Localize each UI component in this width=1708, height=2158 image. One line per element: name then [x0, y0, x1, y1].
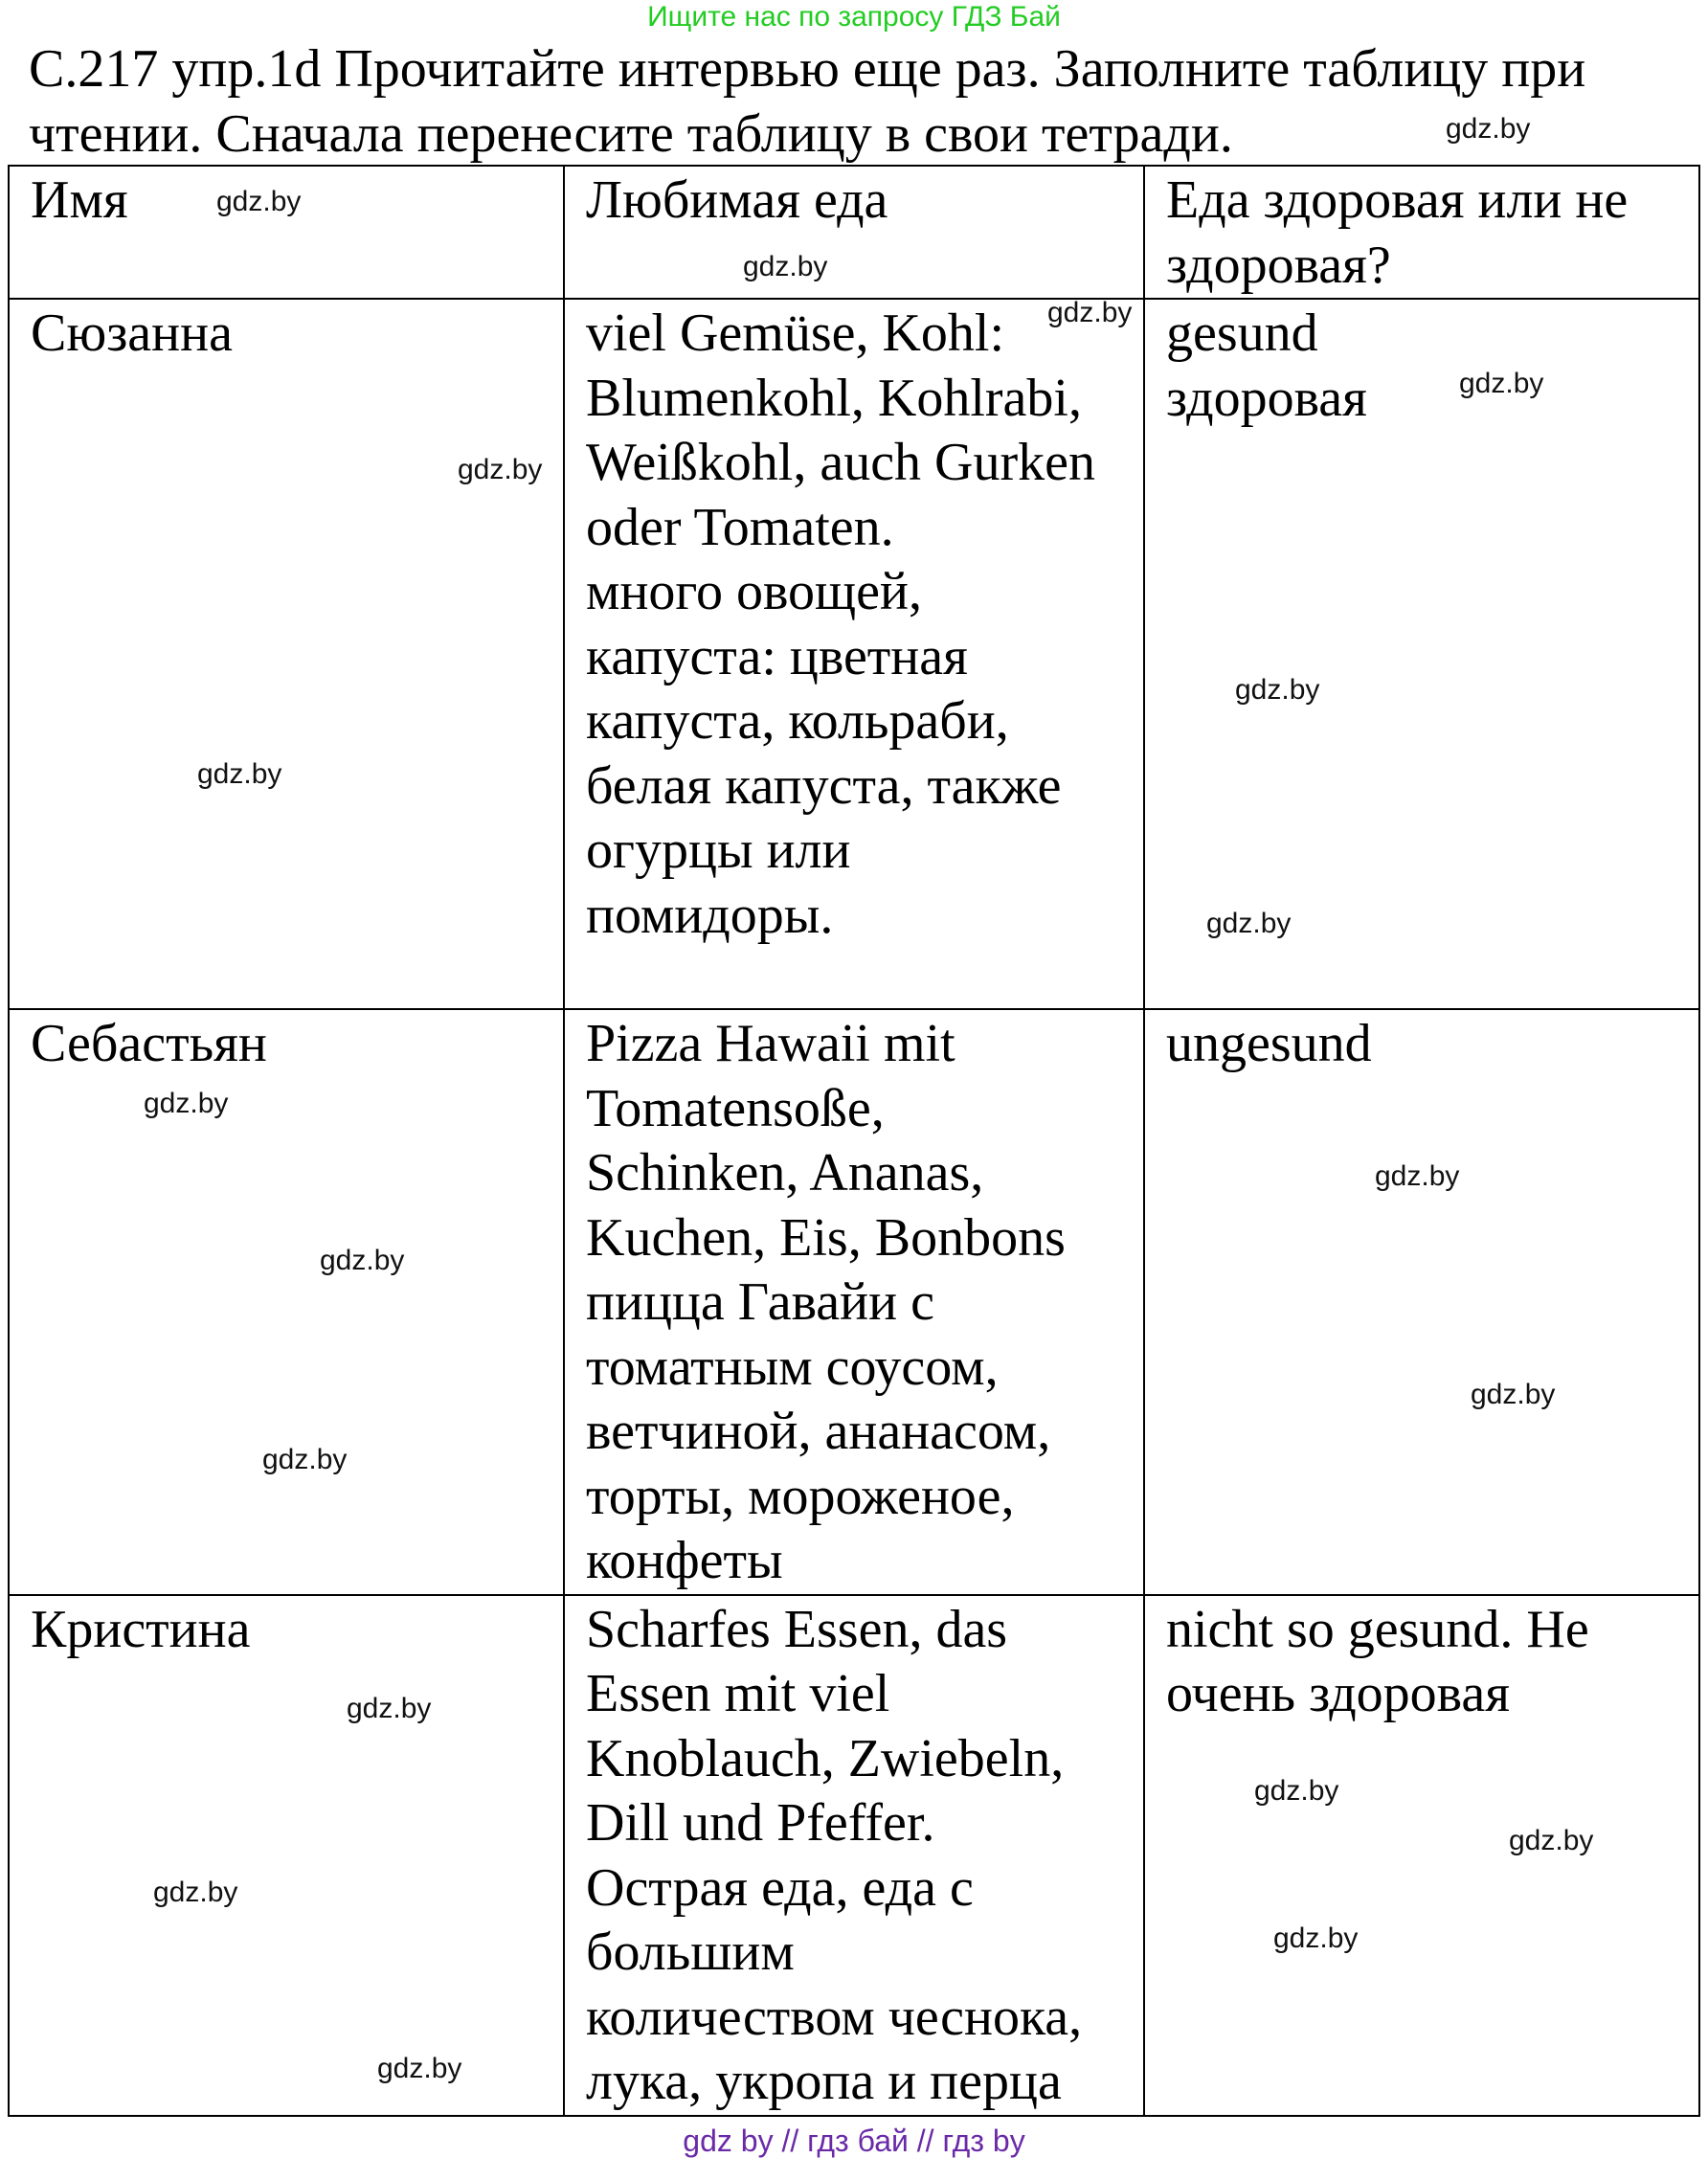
heading-line-2: чтении. Сначала перенесите таблицу в свои тетради.: [29, 104, 1233, 164]
name-cell: [9, 299, 564, 1009]
food-german: Scharfes Essen, das Essen mit viel Knoblauch, Zwiebeln, Dill und Pfeffer.: [586, 1599, 1065, 1853]
watermark: gdz.by: [1047, 297, 1133, 328]
watermark: gdz.by: [1459, 368, 1544, 399]
header-cell-food: [564, 166, 1144, 299]
health-verdict: gesund здоровая: [1166, 303, 1367, 428]
heading-line-1: С.217 упр.1d Прочитайте интервью еще раз. Заполните таблицу при: [29, 39, 1586, 99]
header-food-text: Любимая еда: [586, 170, 888, 230]
health-cell: [1144, 1595, 1699, 2116]
food-cell: [564, 1009, 1144, 1595]
watermark: gdz.by: [1273, 1922, 1359, 1954]
header-health-text: Еда здоровая или не здоровая?: [1166, 170, 1629, 295]
watermark: gdz.by: [144, 1088, 229, 1119]
name-cell: [9, 1009, 564, 1595]
watermark: gdz.by: [197, 758, 282, 790]
watermark: gdz.by: [743, 251, 828, 282]
answer-table: [8, 165, 1700, 2117]
footer-watermark: gdz by // гдз бай // гдз by: [683, 2124, 1025, 2158]
food-cell: [564, 299, 1144, 1009]
food-russian: Острая еда, еда с большим количеством чеснока, лука, укропа и перца: [586, 1857, 1083, 2111]
health-verdict: ungesund: [1166, 1014, 1372, 1073]
person-name: Кристина: [31, 1599, 251, 1659]
food-german: viel Gemüse, Kohl: Blumenkohl, Kohlrabi, Weißkohl, auch Gurken oder Tomaten.: [586, 303, 1095, 557]
health-verdict: nicht so gesund. Не очень здоровая: [1166, 1599, 1589, 1723]
health-cell: [1144, 1009, 1699, 1595]
watermark: gdz.by: [1375, 1160, 1460, 1192]
person-name: Себастьян: [31, 1014, 267, 1073]
table-row: [9, 1595, 1699, 2116]
watermark: gdz.by: [1509, 1825, 1594, 1856]
watermark: gdz.by: [320, 1245, 405, 1276]
food-german: Pizza Hawaii mit Tomatensoße, Schinken, Ananas, Kuchen, Eis, Bonbons: [586, 1014, 1066, 1268]
health-cell: [1144, 299, 1699, 1009]
person-name: Сюзанна: [31, 303, 233, 363]
header-name-text: Имя: [31, 170, 128, 230]
watermark: gdz.by: [1206, 908, 1292, 939]
table-row: [9, 299, 1699, 1009]
search-hint-banner: Ищите нас по запросу ГДЗ Бай: [647, 1, 1061, 33]
exercise-heading: [29, 36, 1675, 167]
table-row: [9, 1009, 1699, 1595]
watermark: gdz.by: [458, 454, 543, 485]
food-cell: [564, 1595, 1144, 2116]
watermark: gdz.by: [262, 1444, 348, 1475]
watermark: gdz.by: [216, 186, 302, 217]
watermark: gdz.by: [1254, 1775, 1339, 1807]
watermark: gdz.by: [153, 1877, 238, 1908]
name-cell: [9, 1595, 564, 2116]
watermark: gdz.by: [347, 1693, 432, 1724]
header-cell-health: [1144, 166, 1699, 299]
food-russian: много овощей, капуста: цветная капуста, кольраби, белая капуста, также огурцы или помидоры.: [586, 562, 1062, 945]
watermark: gdz.by: [1471, 1379, 1556, 1410]
watermark: gdz.by: [1446, 113, 1531, 145]
food-russian: пицца Гавайи с томатным соусом, ветчиной, ананасом, торты, мороженое, конфеты: [586, 1272, 1051, 1590]
watermark: gdz.by: [377, 2053, 462, 2084]
watermark: gdz.by: [1235, 674, 1320, 706]
